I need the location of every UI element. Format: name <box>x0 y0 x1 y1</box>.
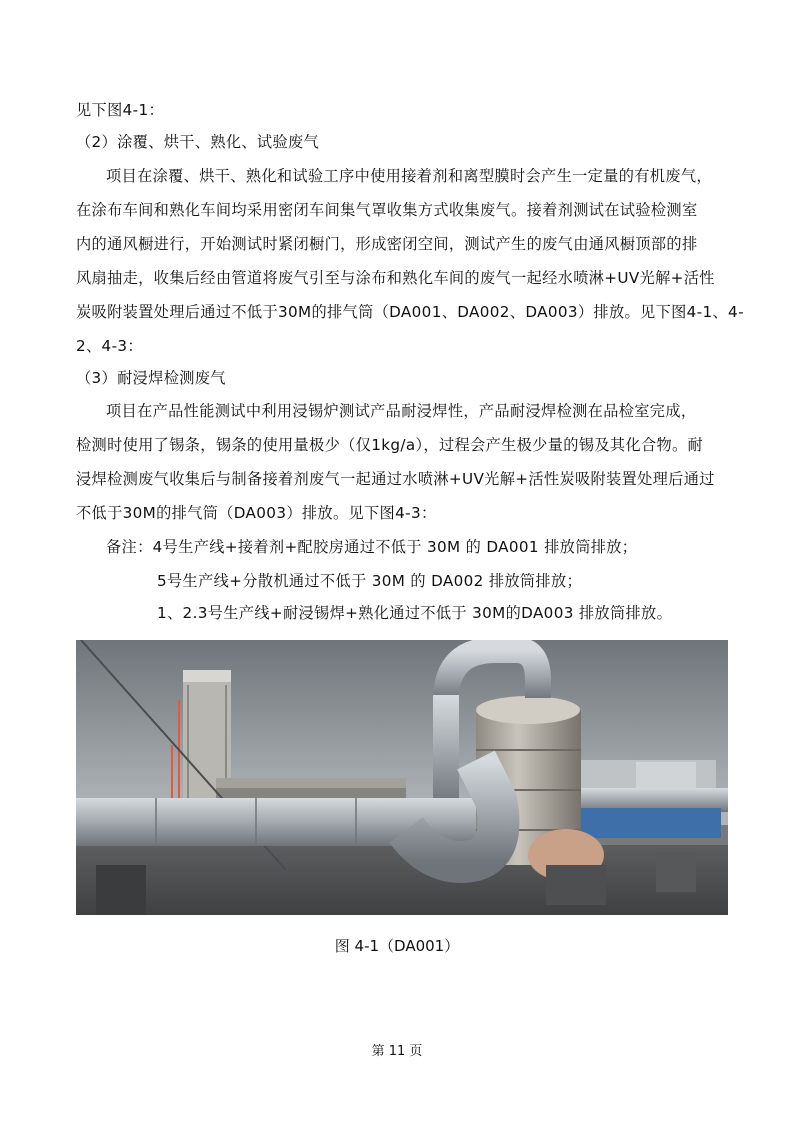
paragraph-line: 不低于30M的排气筒（DA003）排放。见下图4-3： <box>76 504 437 522</box>
remark-line: 1、2.3号生产线+耐浸锡焊+熟化通过不低于 30M的DA003 排放筒排放。 <box>157 604 673 622</box>
paragraph-line: 项目在产品性能测试中利用浸锡炉测试产品耐浸焊性，产品耐浸焊检测在品检室完成， <box>106 402 697 420</box>
page-number: 第 11 页 <box>371 1044 423 1059</box>
paragraph-line: 浸焊检测废气收集后与制备接着剂废气一起通过水喷淋+UV光解+活性炭吸附装置处理后通过 <box>76 470 715 488</box>
paragraph-line: 2、4-3： <box>76 337 143 355</box>
figure-caption: 图 4-1（DA001） <box>334 937 460 955</box>
section-heading: （2）涂覆、烘干、熟化、试验废气 <box>76 133 320 151</box>
paragraph-line: 炭吸附装置处理后通过不低于30M的排气筒（DA001、DA002、DA003）排放。见下图4-1、4- <box>76 303 744 321</box>
paragraph-line: 检测时使用了锡条，锡条的使用量极少（仅1kg/a），过程会产生极少量的锡及其化合物。耐 <box>76 436 704 454</box>
rooftop-exhaust-photo <box>76 640 728 915</box>
paragraph-line: 项目在涂覆、烘干、熟化和试验工序中使用接着剂和离型膜时会产生一定量的有机废气， <box>106 167 712 185</box>
paragraph-line: 内的通风橱进行，开始测试时紧闭橱门，形成密闭空间，测试产生的废气由通风橱顶部的排 <box>76 235 698 253</box>
section-heading: （3）耐浸焊检测废气 <box>76 369 226 387</box>
paragraph-line: 风扇抽走，收集后经由管道将废气引至与涂布和熟化车间的废气一起经水喷淋+UV光解+活性 <box>76 269 715 287</box>
text-line: 见下图4-1： <box>76 101 165 119</box>
remark-line: 备注：4号生产线+接着剂+配胶房通过不低于 30M 的 DA001 排放筒排放； <box>106 538 638 556</box>
paragraph-line: 在涂布车间和熟化车间均采用密闭车间集气罩收集方式收集废气。接着剂测试在试验检测室 <box>76 201 698 219</box>
remark-line: 5号生产线+分散机通过不低于 30M 的 DA002 排放筒排放； <box>157 572 583 590</box>
